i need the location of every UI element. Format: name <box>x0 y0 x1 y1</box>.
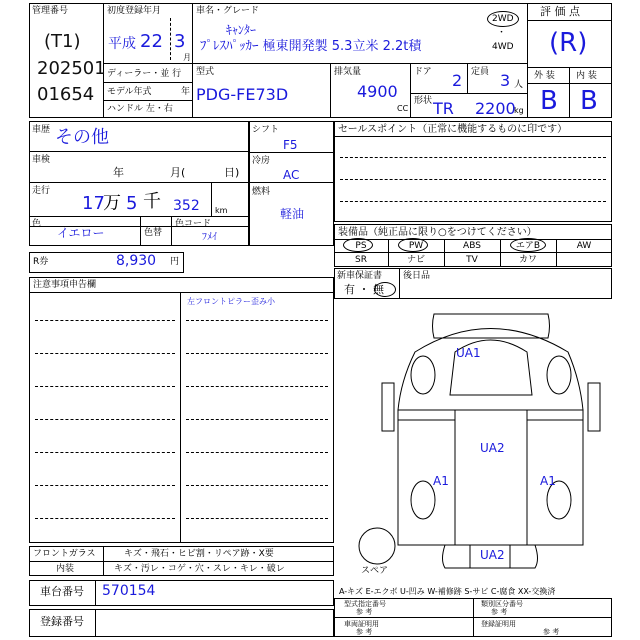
left-mirror <box>382 383 394 431</box>
kg-unit: kg <box>514 106 524 115</box>
equipment-label: 装備品（純正品に限り○をつけてください） <box>338 227 537 238</box>
equip-tv: TV <box>466 255 478 265</box>
notes-box <box>29 277 334 543</box>
mileage-sen: 5 <box>126 193 138 214</box>
warranty-value: 有 ・ 無 <box>344 283 384 296</box>
mark-ua2-rear: UA2 <box>480 548 505 562</box>
shape-value: TR <box>433 99 454 118</box>
month-unit: 月 <box>183 53 191 62</box>
year-unit: 年 <box>181 87 191 97</box>
sen-unit: 千 <box>143 191 161 212</box>
fuel-label: 燃料 <box>252 187 271 197</box>
capacity-label: 定員 <box>471 67 490 77</box>
kanri-line-3: 01654 <box>37 84 95 105</box>
legend: A-キズ E-エクボ U-凹み W-補修跡 S-サビ C-腐食 XX-交換済 <box>339 587 556 596</box>
glass-front-value: キズ・飛石・ヒビ割・リペア跡・X要 <box>124 549 274 559</box>
registration-label: 登録番号 <box>40 615 84 628</box>
sales-point-label: セールスポイント（正常に機能するものに印です） <box>338 124 568 135</box>
shaken-label: 車検 <box>32 155 51 165</box>
drive-2wd: 2WD <box>492 14 514 24</box>
shaken-day-unit: 日) <box>224 166 240 179</box>
exterior-label: 外 装 <box>534 71 555 81</box>
recycle-value: 8,930 <box>116 253 157 269</box>
shodo-era: 平成 <box>108 36 136 52</box>
history-value: その他 <box>55 127 109 148</box>
glass-interior-value: キズ・汚レ・コゲ・穴・スレ・キレ・破レ <box>114 564 285 574</box>
color-field-label: 色 <box>32 219 42 229</box>
shodo-month: 3 <box>174 31 186 52</box>
right-mirror <box>588 383 600 431</box>
vehicle-cert-label: 車両証明用 <box>344 620 379 628</box>
ref3-label: 参 考 <box>356 628 373 636</box>
load-value: 2200 <box>475 99 516 118</box>
recycle-label: R券 <box>33 257 49 267</box>
class-no-label: 類別区分番号 <box>481 600 523 608</box>
evaluation-score: (R) <box>549 28 588 58</box>
color-change-label: 色替 <box>144 228 163 238</box>
glass-front-label: フロントガラス <box>33 549 96 559</box>
chassis-label: 車台番号 <box>40 585 84 598</box>
cab-outline <box>398 329 583 411</box>
door-value: 2 <box>452 71 463 90</box>
form-spec-label: 型式指定番号 <box>344 600 386 608</box>
capacity-unit: 人 <box>514 80 524 90</box>
warranty-label: 新車保証書 <box>337 271 383 281</box>
kanri-line-2: 202501 <box>37 58 106 79</box>
capacity-value: 3 <box>500 71 511 90</box>
mark-a1-left: A1 <box>433 474 449 488</box>
interior-grade: B <box>580 86 598 116</box>
front-panel <box>433 314 550 338</box>
book-label: 後日品 <box>403 271 431 281</box>
mileage-man: 17 <box>82 193 105 214</box>
displacement-value: 4900 <box>357 82 398 101</box>
fuel-value: 軽油 <box>280 207 305 221</box>
ac-value: AC <box>283 168 300 182</box>
reg-cert-label: 登録証明用 <box>481 620 516 628</box>
name-label: 車名・グレード <box>196 6 260 16</box>
model-label: 型式 <box>196 67 215 77</box>
kanri-line-1: (T1) <box>44 31 81 52</box>
color-value: イエロー <box>57 226 105 240</box>
ref4-label: 参 考 <box>543 628 560 636</box>
dealer-label: ディーラー・並 行 <box>107 69 182 79</box>
evaluation-label: 評 価 点 <box>540 5 580 18</box>
shodo-label: 初度登録年月 <box>107 6 162 16</box>
handle-label: ハンドル 左・右 <box>107 104 173 114</box>
shaken-month-unit: 月( <box>170 166 186 179</box>
equip-leather: カワ <box>518 255 537 265</box>
equip-aw: AW <box>576 241 592 251</box>
door-label: ドア <box>414 67 432 77</box>
history-label: 車歴 <box>32 125 51 135</box>
mark-ua1: UA1 <box>456 346 481 360</box>
glass-interior-label: 内装 <box>56 564 75 574</box>
left-rear-wheel <box>411 481 435 519</box>
mileage-rest: 352 <box>173 198 200 214</box>
cc-unit: CC <box>397 104 409 113</box>
recycle-unit: 円 <box>170 257 180 267</box>
ref1-label: 参 考 <box>356 608 373 616</box>
shift-label: シフト <box>252 125 280 135</box>
color-code-label: 色コード <box>175 219 212 229</box>
drive-4wd: 4WD <box>492 42 514 52</box>
model-year-label: モデル年式 <box>107 87 152 97</box>
shodo-year: 22 <box>140 31 163 52</box>
car-name: ｷｬﾝﾀｰ <box>226 23 257 37</box>
right-front-wheel <box>547 356 571 394</box>
spare-label: スペア <box>361 566 389 576</box>
chassis-value: 570154 <box>102 583 156 599</box>
shift-value: F5 <box>283 138 298 152</box>
exterior-grade: B <box>540 86 558 116</box>
notes-label: 注意事項申告欄 <box>33 280 97 290</box>
mark-a1-right: A1 <box>540 474 556 488</box>
shaken-year-unit: 年 <box>113 166 124 179</box>
spare-tire <box>359 528 395 564</box>
warranty-no-circle <box>374 282 396 297</box>
equip-abs: ABS <box>463 241 481 251</box>
interior-label: 内 装 <box>576 71 597 81</box>
mileage-label: 走行 <box>32 186 51 196</box>
grade: ﾌﾟﾚｽﾊﾟｯｶｰ 極東開発製 5.3立米 2.2t積 <box>200 39 422 54</box>
recycle-box <box>29 252 184 273</box>
kanri-label: 管理番号 <box>32 6 69 16</box>
model-value: PDG-FE73D <box>196 85 289 104</box>
displacement-label: 排気量 <box>334 67 362 77</box>
ac-label: 冷房 <box>252 156 271 166</box>
left-front-wheel <box>411 356 435 394</box>
equip-sr: SR <box>355 255 367 265</box>
notes-remark: 左フロントピラー歪み小 <box>187 297 275 306</box>
color-code-value: ﾌﾒｲ <box>202 232 217 243</box>
km-unit: km <box>215 206 228 215</box>
ref2-label: 参 考 <box>491 608 508 616</box>
mark-ua2-body: UA2 <box>480 441 505 455</box>
equip-ps: PS <box>355 241 367 251</box>
drive-dot: ・ <box>497 28 507 38</box>
equip-airbag: エアB <box>515 241 541 251</box>
equip-navi: ナビ <box>406 255 425 265</box>
shape-label: 形状 <box>414 96 433 106</box>
man-unit: 万 <box>103 193 121 214</box>
equip-pw: PW <box>408 241 424 251</box>
